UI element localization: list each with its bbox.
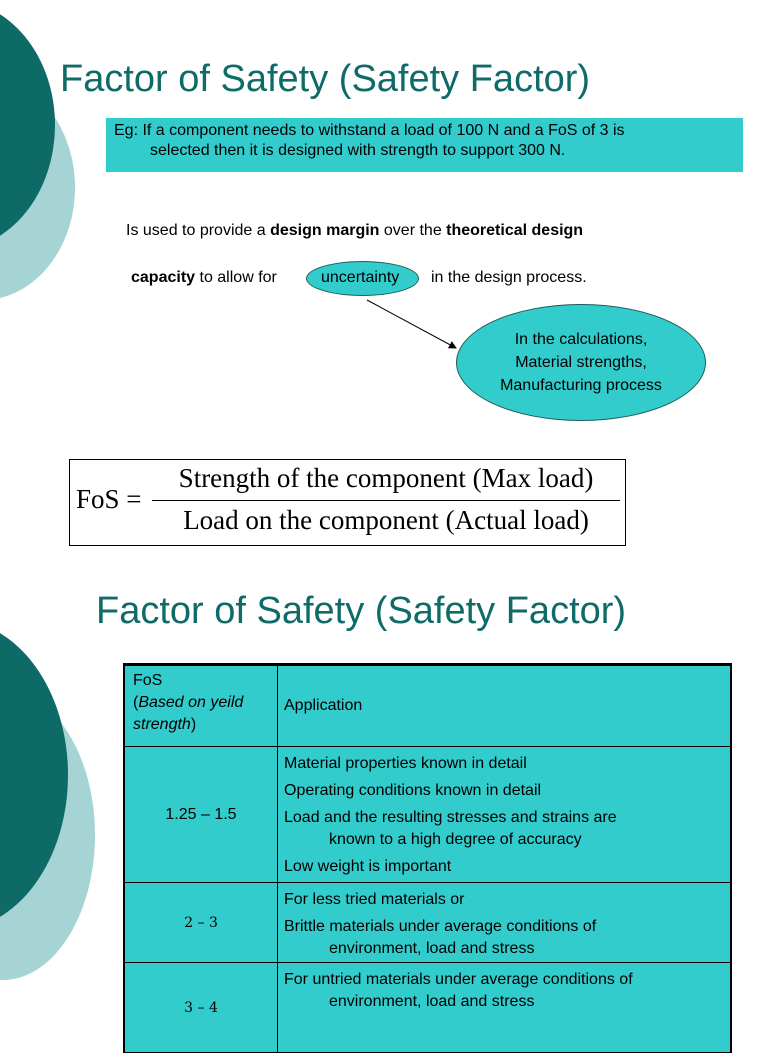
fos-value: 2 – 3 [124,883,278,963]
application-cell [278,963,732,1053]
uncertainty-label: uncertainty [321,269,400,286]
definition-bold: capacity [131,269,196,286]
callout-line: Material strengths, [515,354,647,371]
callout-text [456,328,706,397]
definition-text: in the design process. [431,269,587,286]
formula-lhs: FoS = [76,484,142,514]
application-line: known to a high degree of accuracy [329,830,582,848]
table-row [124,963,731,1053]
definition-text: to allow for [195,269,277,286]
header-application [278,665,732,747]
example-box [106,118,743,172]
header-application-label: Application [284,697,363,714]
definition-text: over the [379,222,447,239]
header-fos-label: FoS [133,672,163,689]
fos-value: 3 – 4 [124,963,278,1053]
application-line: For untried materials under average conditions of [284,970,633,988]
table-header-row [124,665,731,747]
formula-numerator: Strength of the component (Max load) [178,463,594,493]
application-line: Brittle materials under average conditions of [284,917,597,935]
application-cell [278,883,732,963]
definition-line-1 [126,222,583,240]
fos-formula [69,459,626,546]
table-row [124,747,731,883]
callout-line: Manufacturing process [500,377,662,394]
application-cell [278,747,732,883]
header-fos [124,665,278,747]
application-line: Low weight is important [284,857,452,875]
fos-value: 1.25 – 1.5 [124,747,278,883]
application-line: environment, load and stress [329,992,535,1010]
header-fos-note: (Based on yeild strength) [133,694,244,733]
application-line: Operating conditions known in detail [284,781,542,799]
example-text-line: Eg: If a component needs to withstand a load of 100 N and a FoS of 3 is [114,122,625,139]
callout-line: In the calculations, [514,331,648,348]
example-text-line: selected then it is designed with strength to support 300 N. [150,142,566,159]
table-row [124,883,731,963]
definition-line-2 [131,269,277,287]
slide-title: Factor of Safety (Safety Factor) [96,590,627,632]
fos-table [123,663,732,1053]
formula-fraction-bar [152,500,620,501]
slide-title: Factor of Safety (Safety Factor) [60,58,591,100]
definition-text: Is used to provide a [126,222,271,239]
application-line: environment, load and stress [329,939,535,957]
header-fos-italic: Based on yeild strength [133,694,244,733]
formula-denominator: Load on the component (Actual load) [183,505,589,535]
definition-bold: design margin [270,222,380,239]
application-line: For less tried materials or [284,890,465,908]
application-line: Load and the resulting stresses and strains are [284,808,617,826]
definition-bold: theoretical design [446,222,584,239]
application-line: Material properties known in detail [284,754,527,772]
